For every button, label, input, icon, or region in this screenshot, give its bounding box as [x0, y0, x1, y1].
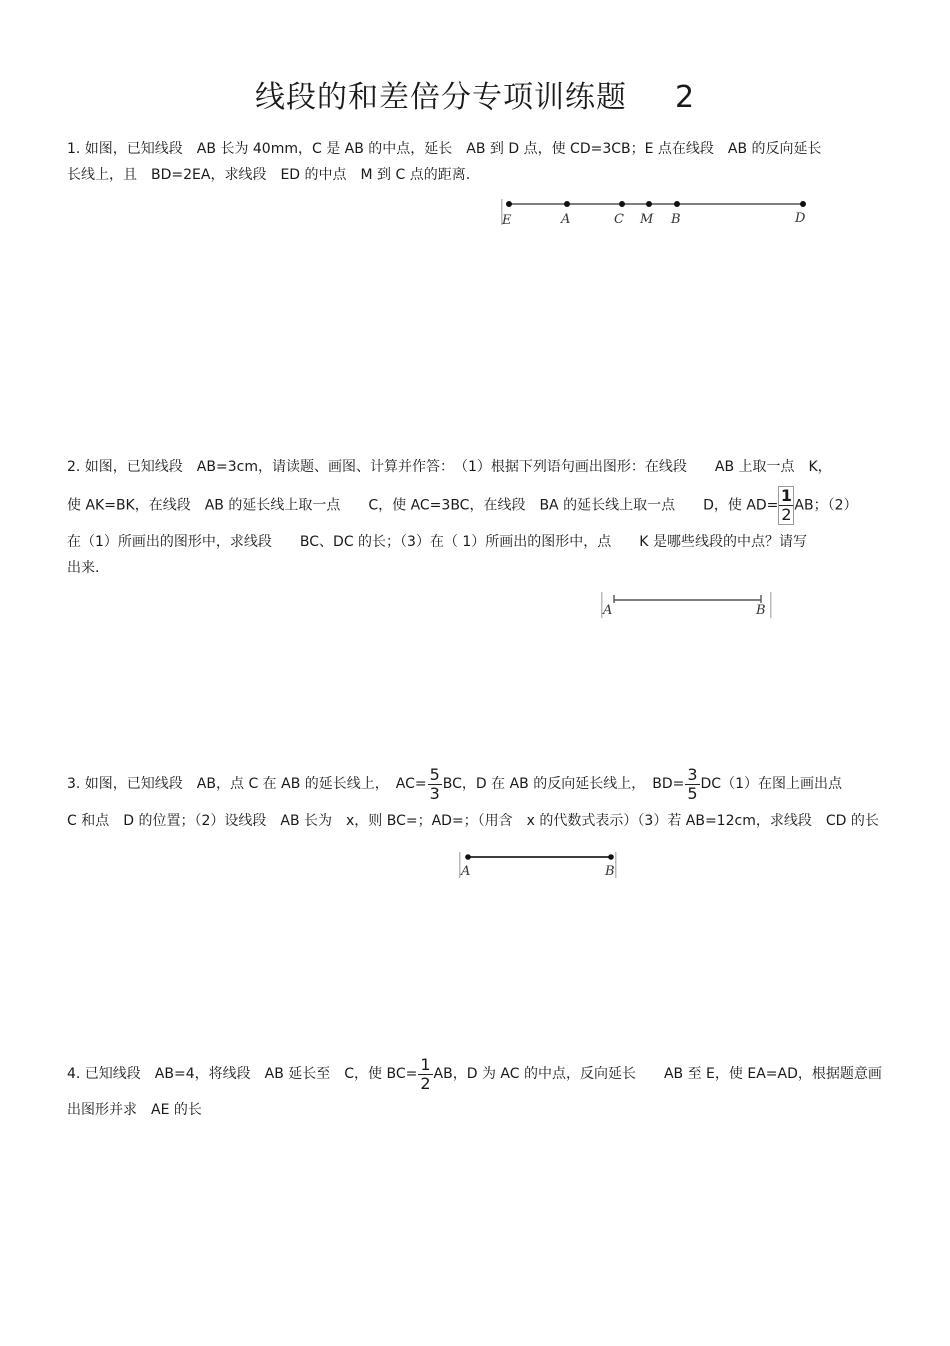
q2-line-3: 在（1）所画出的图形中，求线段 BC、DC 的长；（3）在（ 1）所画出的图形中，点 K 是哪些线段的中点？请写 [67, 534, 807, 550]
q3-line-1-mid: BC，D 在 AB 的反向延长线上， BD= [442, 776, 685, 792]
label-c: C [614, 212, 624, 227]
point-a [564, 201, 570, 207]
label-d: D [795, 211, 806, 226]
q4-line-2: 出图形并求 AE 的长 [67, 1102, 202, 1118]
q3-line-1 [67, 763, 842, 805]
q4-fraction [418, 1056, 432, 1093]
label-b: B [756, 603, 766, 618]
page-title [0, 72, 950, 116]
q2-line-4: 出来. [67, 560, 100, 576]
figure-3-segment [457, 850, 620, 880]
point-d [800, 201, 806, 207]
q4-line-1-tail: AB，D 为 AC 的中点，反向延长 AB 至 E，使 EA=AD，根据题意画 [433, 1066, 882, 1082]
figure-2-segment [600, 590, 774, 620]
q2-line-2 [67, 486, 858, 525]
q2-line-2-tail: AB；（2） [794, 497, 858, 514]
q3-frac1-denominator: 3 [429, 783, 440, 803]
q2-line-2-text: 使 AK=BK，在线段 AB 的延长线上取一点 C，使 AC=3BC，在线段 BA 的延长线上取一点 D，使 AD= [67, 497, 779, 514]
point-m [646, 201, 652, 207]
q4-line-1 [67, 1053, 882, 1095]
title-number: 2 [674, 80, 696, 115]
q3-fraction-2 [685, 766, 699, 803]
label-m: M [640, 212, 654, 227]
q3-frac1-numerator: 5 [429, 764, 440, 784]
q3-fraction-1 [428, 766, 442, 803]
q3-frac2-numerator: 3 [687, 764, 698, 784]
label-a: A [561, 212, 571, 227]
q3-line-1-text: 3. 如图，已知线段 AB，点 C 在 AB 的延长线上， AC= [67, 776, 427, 792]
q1-line-1: 1. 如图，已知线段 AB 长为 40mm，C 是 AB 的中点，延长 AB 到 D 点，使 CD=3CB；E 点在线段 AB 的反向延长 [67, 141, 822, 157]
q2-frac-numerator: 1 [780, 486, 792, 505]
q2-frac-denominator: 2 [781, 505, 792, 524]
q2-line-1: 2. 如图，已知线段 AB=3cm，请读题、画图、计算并作答： （1）根据下列语句画出图形：在线段 AB 上取一点 K， [67, 459, 832, 475]
figure-1-segment [498, 196, 814, 230]
label-b: B [605, 864, 615, 879]
q3-frac2-denominator: 5 [687, 783, 698, 803]
q4-frac-numerator: 1 [420, 1054, 431, 1074]
label-e: E [502, 213, 512, 228]
q4-line-1-text: 4. 已知线段 AB=4，将线段 AB 延长至 C，使 BC= [67, 1066, 418, 1082]
label-a: A [603, 603, 613, 618]
label-b: B [671, 212, 681, 227]
point-b [674, 201, 680, 207]
point-c [619, 201, 625, 207]
point-e [506, 201, 512, 207]
point-a [465, 854, 471, 860]
title-text: 线段的和差倍分专项训练题 [254, 80, 627, 115]
q4-frac-denominator: 2 [420, 1073, 431, 1093]
q2-fraction [778, 486, 794, 525]
q3-line-1-tail: DC（1）在图上画出点 [700, 776, 842, 792]
q3-line-2: C 和点 D 的位置；（2）设线段 AB 长为 x，则 BC=；AD=；（用含 x 的代数式表示）（3）若 AB=12cm，求线段 CD 的长 [67, 813, 879, 829]
q1-line-2: 长线上，且 BD=2EA，求线段 ED 的中点 M 到 C 点的距离. [67, 167, 471, 183]
label-a: A [461, 864, 471, 879]
point-b [608, 854, 614, 860]
